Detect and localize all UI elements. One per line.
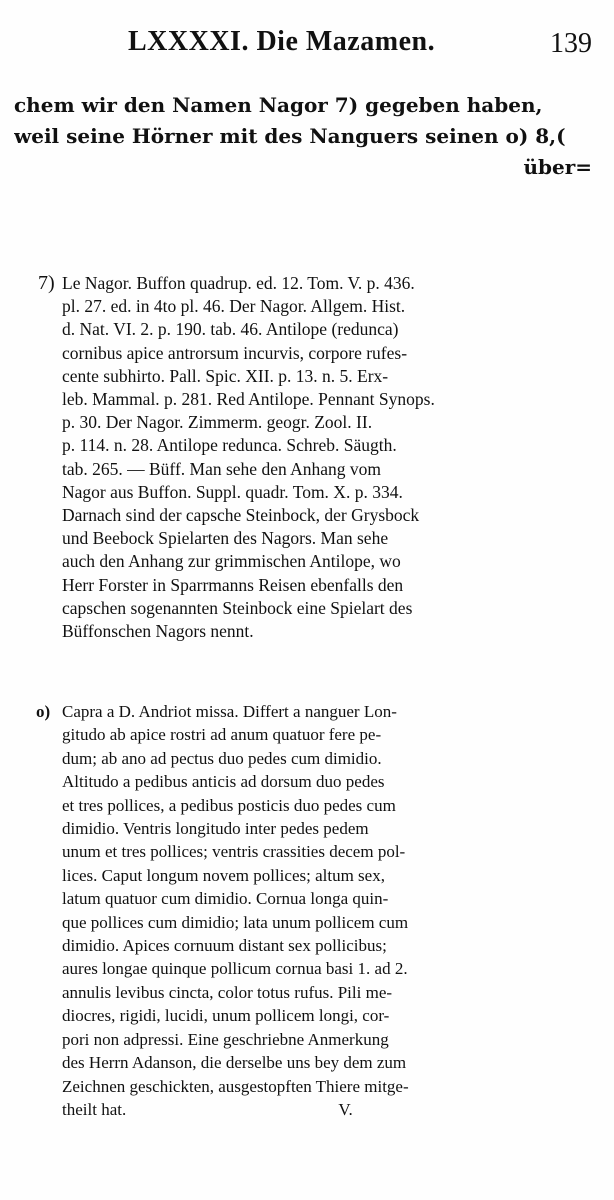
footnote-line: gitudo ab apice rostri ad anum quatuor fere pe-: [62, 725, 382, 745]
main-text: [14, 90, 592, 183]
footnote-line: auch den Anhang zur grimmischen Antilope, wo: [62, 551, 401, 572]
main-text-line: weil seine Hörner mit des Nanguers seinen o) 8,(: [14, 124, 566, 148]
footnote-line: lices. Caput longum novem pollices; altum sex,: [62, 865, 385, 885]
footnote-line: und Beebock Spielarten des Nagors. Man sehe: [62, 528, 389, 549]
main-text-line: über=: [523, 155, 592, 179]
footnote-line: p. 30. Der Nagor. Zimmerm. geogr. Zool. II.: [62, 412, 373, 433]
footnote-line: pl. 27. ed. in 4to pl. 46. Der Nagor. Allgem. Hist.: [62, 296, 406, 317]
main-text-line: chem wir den Namen Nagor 7) gegeben haben,: [14, 93, 543, 117]
footnote-line: dimidio. Ventris longitudo inter pedes pedem: [62, 819, 369, 839]
footnote-line: tab. 265. — Büff. Man sehe den Anhang vom: [62, 458, 382, 479]
footnote-7-lines: [62, 272, 602, 643]
footnote-line: cornibus apice antrorsum incurvis, corpore rufes-: [62, 342, 408, 363]
footnote-marker: 7): [38, 272, 55, 294]
footnote-line: Büffonschen Nagors nennt.: [62, 621, 254, 642]
page-number: 139: [550, 28, 592, 59]
footnote-marker: o): [36, 702, 51, 721]
footnote-line: et tres pollices, a pedibus posticis duo pedes cum: [62, 795, 396, 815]
footnote-line: dimidio. Apices cornuum distant sex pollicibus;: [62, 936, 387, 956]
footnote-line: que pollices cum dimidio; lata unum pollicem cum: [62, 912, 409, 932]
footnote-line: Le Nagor. Buffon quadrup. ed. 12. Tom. V. p. 436.: [62, 273, 415, 293]
footnote-line: p. 114. n. 28. Antilope redunca. Schreb. Säugth.: [62, 435, 397, 456]
footnote-o-lines: [62, 700, 602, 1121]
footnote-line: Capra a D. Andriot missa. Differt a nanguer Lon-: [62, 702, 397, 721]
footnote-line: latum quatuor cum dimidio. Cornua longa quin-: [62, 889, 389, 909]
footnote-line: leb. Mammal. p. 281. Red Antilope. Pennant Synops.: [62, 389, 435, 410]
footnote-line: unum et tres pollices; ventris crassities decem pol-: [62, 842, 406, 862]
footnote-line: Darnach sind der capsche Steinbock, der Grysbock: [62, 505, 420, 526]
footnote-line: aures longae quinque pollicum cornua basi 1. ad 2.: [62, 959, 408, 979]
footnote-line: dum; ab ano ad pectus duo pedes cum dimidio.: [62, 748, 382, 768]
footnote-line: pori non adpressi. Eine geschriebne Anmerkung: [62, 1029, 389, 1049]
footnote-line: diocres, rigidi, lucidi, unum pollicem longi, cor-: [62, 1006, 390, 1026]
footnote-line: capschen sogenannten Steinbock eine Spielart des: [62, 597, 413, 618]
footnote-line: d. Nat. VI. 2. p. 190. tab. 46. Antilope (redunca): [62, 319, 399, 340]
footnote-line: Zeichnen geschickten, ausgestopften Thiere mitge-: [62, 1076, 409, 1096]
footnote-line: theilt hat. V.: [62, 1099, 353, 1119]
running-title: LXXXXI. Die Mazamen.: [128, 26, 436, 57]
footnote-line: des Herrn Adanson, die derselbe uns bey dem zum: [62, 1053, 407, 1073]
footnote-line: Nagor aus Buffon. Suppl. quadr. Tom. X. p. 334.: [62, 481, 403, 502]
footnote-line: Altitudo a pedibus anticis ad dorsum duo pedes: [62, 772, 385, 792]
footnote-line: annulis levibus cincta, color totus rufus. Pili me-: [62, 982, 393, 1002]
footnote-line: cente subhirto. Pall. Spic. XII. p. 13. n. 5. Erx-: [62, 365, 389, 386]
page-header: [0, 26, 614, 66]
footnote-line: Herr Forster in Sparrmanns Reisen ebenfalls den: [62, 574, 404, 595]
